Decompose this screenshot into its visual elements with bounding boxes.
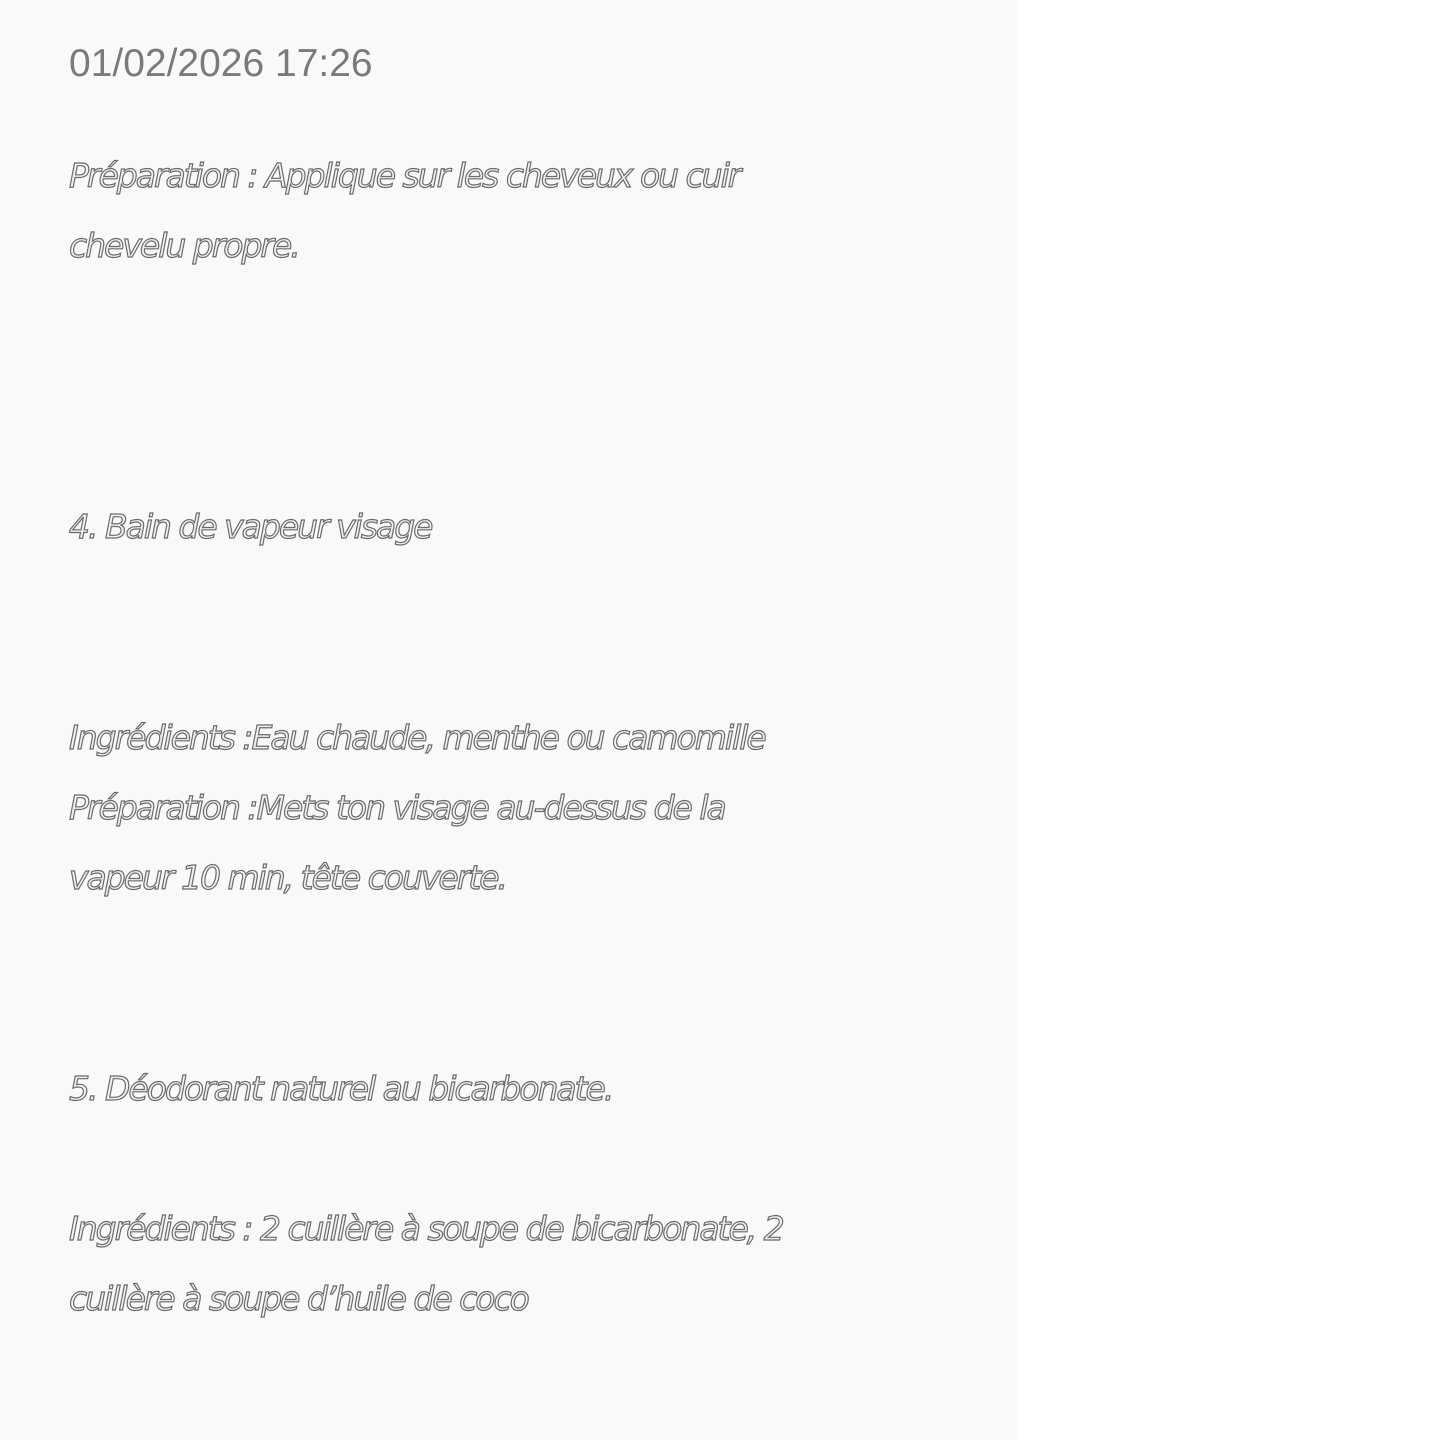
note-line-ingredients-deodorant[interactable]: Ingrédients : 2 cuillère à soupe de bicarbonate, 2 — [69, 1209, 783, 1248]
note-line-ingredients-deodorant-cont[interactable]: cuillère à soupe d’huile de coco — [69, 1279, 528, 1318]
note-line-preparation-hair-cont[interactable]: chevelu propre. — [69, 226, 299, 265]
note-line-preparation-steam[interactable]: Préparation :Mets ton visage au-dessus de la — [69, 788, 725, 827]
note-line-preparation-steam-cont[interactable]: vapeur 10 min, tête couverte. — [69, 858, 507, 897]
note-line-preparation-hair[interactable]: Préparation : Applique sur les cheveux ou cuir — [69, 156, 740, 195]
note-heading-face-steam[interactable]: 4. Bain de vapeur visage — [69, 507, 432, 546]
note-line-ingredients-steam[interactable]: Ingrédients :Eau chaude, menthe ou camomille — [69, 718, 765, 757]
note-date: 01/02/2026 17:26 — [69, 42, 373, 85]
note-heading-deodorant[interactable]: 5. Déodorant naturel au bicarbonate. — [69, 1069, 613, 1108]
